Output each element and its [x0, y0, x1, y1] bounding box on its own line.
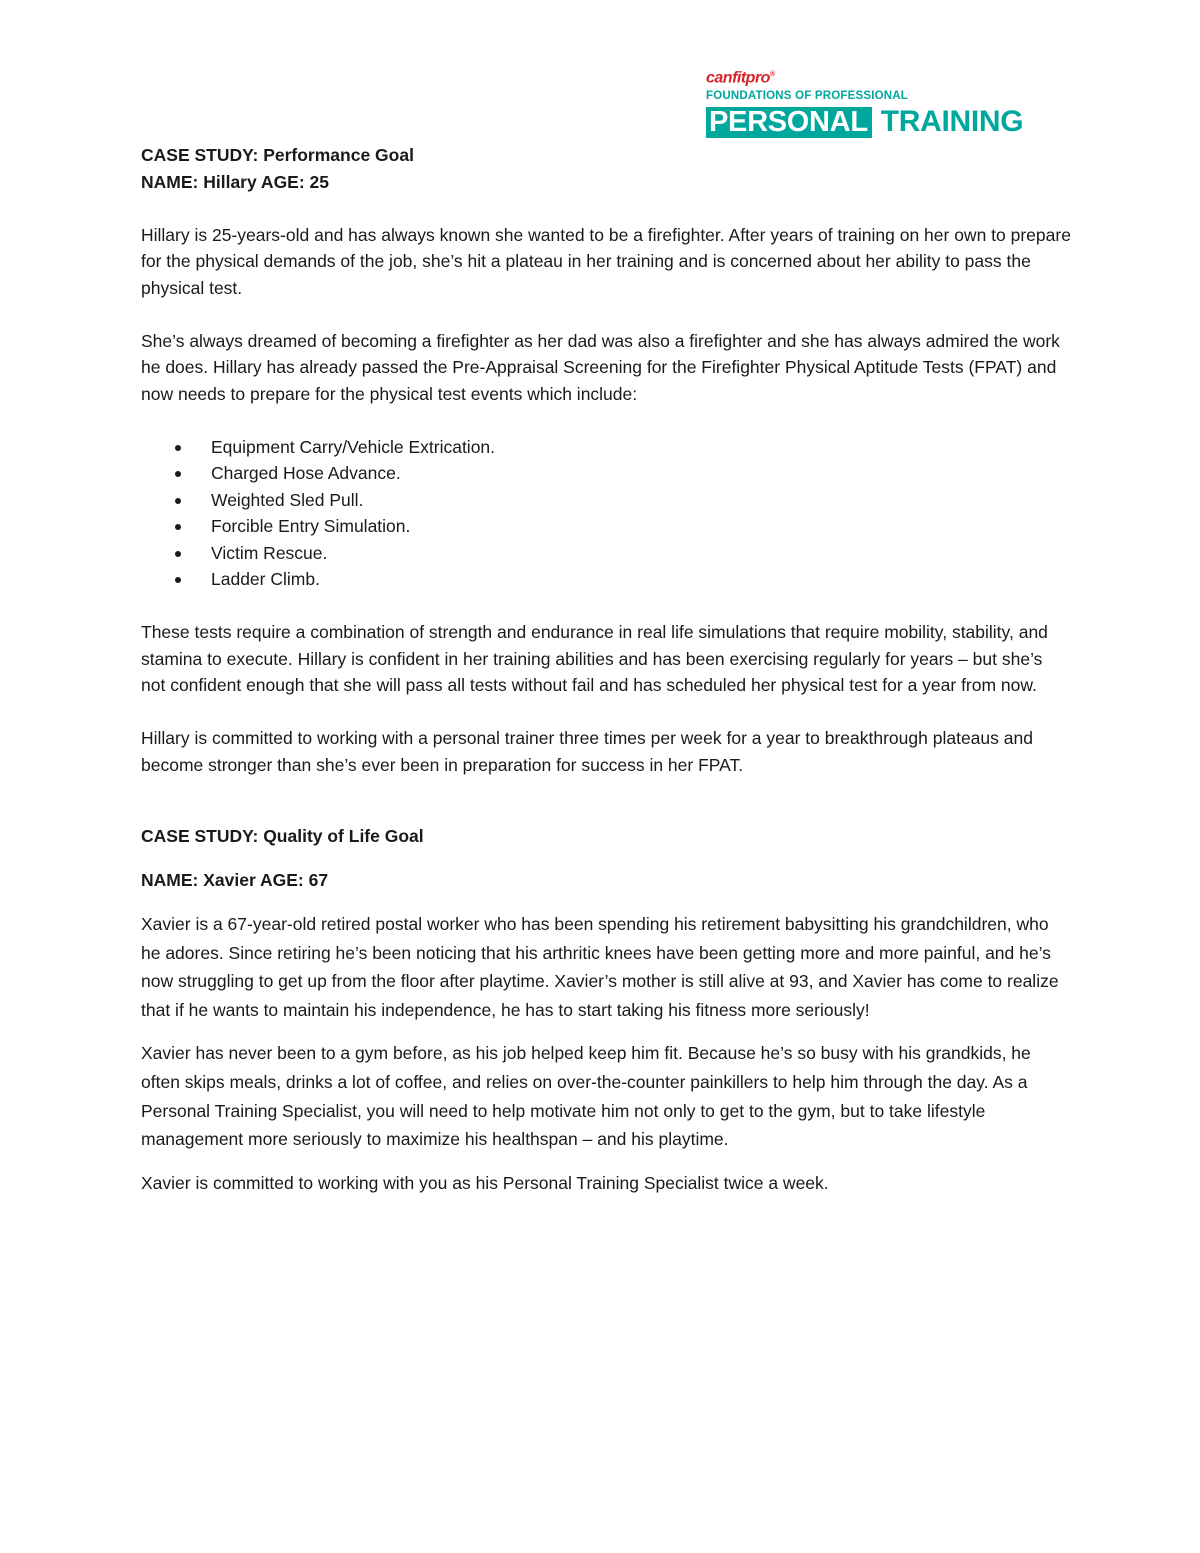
spacer [141, 850, 1071, 866]
list-item: Charged Hose Advance. [141, 460, 1071, 487]
list-item: Victim Rescue. [141, 540, 1071, 567]
logo-word-personal: PERSONAL [706, 107, 872, 138]
spacer [141, 301, 1071, 328]
spacer [141, 894, 1071, 910]
case2-paragraph: Xavier has never been to a gym before, as his job helped keep him fit. Because he’s so busy with his grandkids, he often skips meals, drinks a lot of coffee, and relies on over-the-counter painkillers to help him through the day. As a Personal Training Specialist, you will need to help motivate him not only to get to the gym, but to take lifestyle management more seriously to maximize his healthspan – and his playtime. [141, 1043, 1031, 1150]
case2-name-line: NAME: Xavier AGE: 67 [141, 870, 329, 890]
logo-subtitle: FOUNDATIONS OF PROFESSIONAL [706, 90, 908, 102]
list-item: Forcible Entry Simulation. [141, 513, 1071, 540]
document-body [141, 142, 1071, 1197]
bullet-icon [175, 471, 181, 477]
spacer [141, 195, 1071, 222]
bullet-icon [175, 445, 181, 451]
case1-paragraph: Hillary is 25-years-old and has always known she wanted to be a firefighter. After years of training on her own to prepare for the physical demands of the job, she’s hit a plateau in her training and is concerned about her ability to pass the physical test. [141, 224, 1071, 298]
bullet-icon [175, 524, 181, 530]
logo-wordmark [706, 106, 1066, 138]
case1-paragraph: These tests require a combination of strength and endurance in real life simulations that require mobility, stability, and stamina to execute. Hillary is confident in her training abilities and has been exercising regularly for years – but she’s not confident enough that she will pass all tests without fail and has scheduled her physical test for a year from now. [141, 622, 1048, 695]
list-item: Equipment Carry/Vehicle Extrication. [141, 434, 1071, 461]
spacer [141, 1154, 1071, 1169]
list-item: Weighted Sled Pull. [141, 487, 1071, 514]
list-item: Ladder Climb. [141, 566, 1071, 593]
canfitpro-logo [706, 66, 1066, 138]
spacer [141, 407, 1071, 434]
case2-heading: CASE STUDY: Quality of Life Goal [141, 826, 424, 846]
spacer [141, 699, 1071, 726]
logo-brand: canfitpro® [706, 69, 775, 87]
bullet-icon [175, 498, 181, 504]
case2-paragraph: Xavier is committed to working with you as his Personal Training Specialist twice a week. [141, 1172, 829, 1193]
bullet-icon [175, 551, 181, 557]
case1-paragraph: Hillary is committed to working with a personal trainer three times per week for a year to breakthrough plateaus and become stronger than she’s ever been in preparation for success in her FPAT. [141, 728, 1033, 775]
case2-paragraph: Xavier is a 67-year-old retired postal worker who has been spending his retirement babysitting his grandchildren, who he adores. Since retiring he’s been noticing that his arthritic knees have been getting more and more painful, and he’s now struggling to get up from the floor after playtime. Xavier’s mother is still alive at 93, and Xavier has come to realize that if he wants to maintain his independence, he has to start taking his fitness more seriously! [141, 914, 1059, 1020]
case1-heading: CASE STUDY: Performance Goal [141, 145, 414, 165]
spacer [141, 778, 1071, 822]
logo-word-training: TRAINING [880, 105, 1024, 138]
case1-paragraph: She’s always dreamed of becoming a firefighter as her dad was also a firefighter and she has always admired the work he does. Hillary has already passed the Pre-Appraisal Screening for the Firefighter Physical Aptitude Tests (FPAT) and now needs to prepare for the physical test events which include: [141, 330, 1060, 404]
spacer [141, 1024, 1071, 1039]
bullet-icon [175, 577, 181, 583]
test-events-list [141, 434, 1071, 593]
spacer [141, 593, 1071, 620]
case1-name-line: NAME: Hillary AGE: 25 [141, 171, 330, 192]
